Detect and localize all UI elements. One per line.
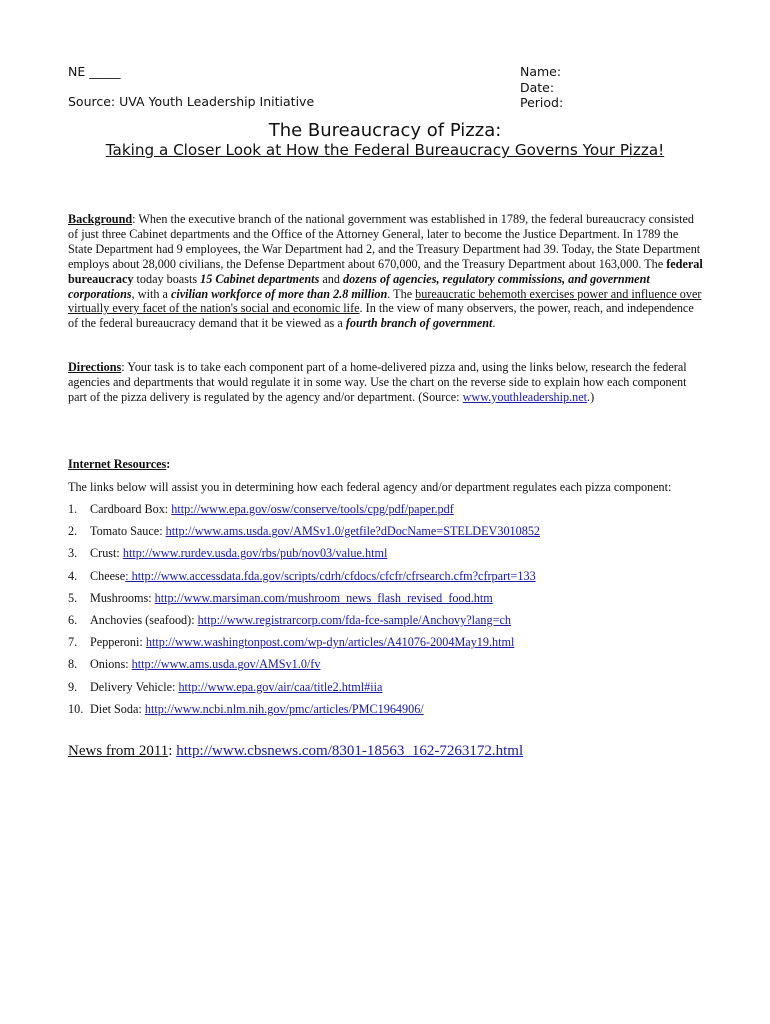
resource-item <box>68 591 493 606</box>
resource-link[interactable]: http://www.epa.gov/osw/conserve/tools/cpg/pdf/paper.pdf <box>171 502 454 516</box>
resource-link[interactable]: http://www.ams.usda.gov/AMSv1.0/getfile?dDocName=STELDEV3010852 <box>165 524 541 539</box>
youthleadership-link[interactable]: www.youthleadership.net <box>462 389 588 404</box>
name-label: Name: <box>520 64 562 79</box>
directions-label: Directions <box>68 360 122 374</box>
resource-item <box>68 502 454 517</box>
resource-link[interactable]: http://www.epa.gov/air/caa/title2.html#iia <box>178 679 383 694</box>
resource-label: Cardboard Box: <box>90 502 172 516</box>
resource-link[interactable]: http://www.ncbi.nlm.nih.gov/pmc/articles/PMC1964906/ <box>144 701 424 716</box>
resource-item <box>68 635 514 650</box>
resource-label: Crust: <box>90 546 123 561</box>
background-label: Background <box>68 212 133 226</box>
ne-label: NE _____ <box>68 64 121 79</box>
background-text-4: , with a <box>131 286 171 301</box>
resource-link[interactable]: http://www.ams.usda.gov/AMSv1.0/fv <box>131 657 321 672</box>
resource-item <box>68 657 320 672</box>
news-colon: : <box>168 743 177 759</box>
background-text-5: . The <box>387 286 416 301</box>
resource-number: 10. <box>68 701 84 716</box>
resource-item <box>68 546 387 561</box>
background-underlined: bureaucratic behemoth exercises power and influence over virtually every facet of the nation's social and economic life <box>68 286 702 316</box>
news-line <box>68 743 523 760</box>
resource-number: 9. <box>68 679 78 694</box>
resource-number: 7. <box>68 635 78 650</box>
date-label: Date: <box>520 80 555 95</box>
resource-label: Anchovies (seafood): <box>90 613 198 627</box>
directions-end: .) <box>587 389 595 404</box>
resource-number: 5. <box>68 590 78 605</box>
resource-link[interactable]: : http://www.accessdata.fda.gov/scripts/cdrh/cfdocs/cfcfr/cfrsearch.cfm?cfrpart=133 <box>125 568 536 583</box>
resource-number: 1. <box>68 502 78 516</box>
page-title: The Bureaucracy of Pizza: <box>268 120 502 141</box>
background-bold-4: civilian workforce of more than 2.8 million <box>170 286 388 301</box>
resource-item <box>68 680 382 695</box>
resource-label: Tomato Sauce: <box>90 524 166 539</box>
background-bold-5: fourth branch of government <box>345 316 493 331</box>
background-text-3: and <box>319 271 344 286</box>
background-text-2: today boasts <box>133 271 201 286</box>
resource-number: 3. <box>68 546 78 561</box>
resource-item <box>68 613 511 628</box>
resource-label: Cheese <box>90 568 126 583</box>
resource-label: Onions: <box>90 657 132 672</box>
resource-link[interactable]: http://www.rurdev.usda.gov/rbs/pub/nov03/value.html <box>122 546 388 561</box>
resources-intro: The links below will assist you in determining how each federal agency and/or department regulates each pizza component: <box>68 480 672 494</box>
news-label: News from 2011 <box>68 743 169 759</box>
background-paragraph <box>68 212 704 331</box>
resource-link[interactable]: http://www.registrarcorp.com/fda-fce-sample/Anchovy?lang=ch <box>197 613 511 627</box>
resource-item <box>68 569 536 584</box>
resource-item <box>68 702 424 717</box>
news-link[interactable]: http://www.cbsnews.com/8301-18563_162-7263172.html <box>176 743 524 759</box>
resource-number: 4. <box>68 568 78 583</box>
directions-text: : Your task is to take each component part of a home-delivered pizza and, using the links below, research the federal agencies and departments that would regulate it in some way. Use the chart on the reverse side to explain how each component part of the pizza delivery is regulated by the agency and/or department. (Source: <box>68 360 687 404</box>
background-bold-1: federal bureaucracy <box>68 256 703 286</box>
source-line: Source: UVA Youth Leadership Initiative <box>68 94 315 109</box>
background-text: : When the executive branch of the national government was established in 1789, the federal bureaucracy consisted of just three Cabinet departments and the Office of the Attorney General, later to become the Justice Department. In 1789 the State Department had 9 employees, the War Department had 2, and the Treasury Department had 39. Today, the State Department employs about 28,000 civilians, the Defense Department about 670,000, and the Treasury Department about 163,000. The <box>68 212 701 271</box>
background-bold-2: 15 Cabinet departments <box>200 271 320 286</box>
page-subtitle: Taking a Closer Look at How the Federal Bureaucracy Governs Your Pizza! <box>105 141 665 159</box>
background-bold-3: dozens of agencies, regulatory commissions, and government corporations <box>68 271 650 301</box>
resources-heading-text: Internet Resources <box>68 457 167 471</box>
resources-heading-colon: : <box>166 457 171 471</box>
resource-number: 6. <box>68 613 78 627</box>
resource-number: 2. <box>68 524 78 539</box>
resource-label: Mushrooms: <box>90 590 155 605</box>
resource-label: Diet Soda: <box>90 701 145 716</box>
resource-item <box>68 524 540 539</box>
resource-label: Pepperoni: <box>90 635 146 650</box>
resource-number: 8. <box>68 657 78 672</box>
background-text-6: . In the view of many observers, the power, reach, and independence of the federal bureaucracy demand that it be viewed as a <box>68 301 694 331</box>
resources-heading <box>68 457 170 472</box>
directions-paragraph <box>68 360 704 405</box>
background-text-7: . <box>492 316 496 331</box>
resource-link[interactable]: http://www.washingtonpost.com/wp-dyn/articles/A41076-2004May19.html <box>145 635 515 650</box>
period-label: Period: <box>520 95 564 110</box>
resource-label: Delivery Vehicle: <box>90 679 179 694</box>
resource-link[interactable]: http://www.marsiman.com/mushroom_news_flash_revised_food.htm <box>154 590 493 605</box>
